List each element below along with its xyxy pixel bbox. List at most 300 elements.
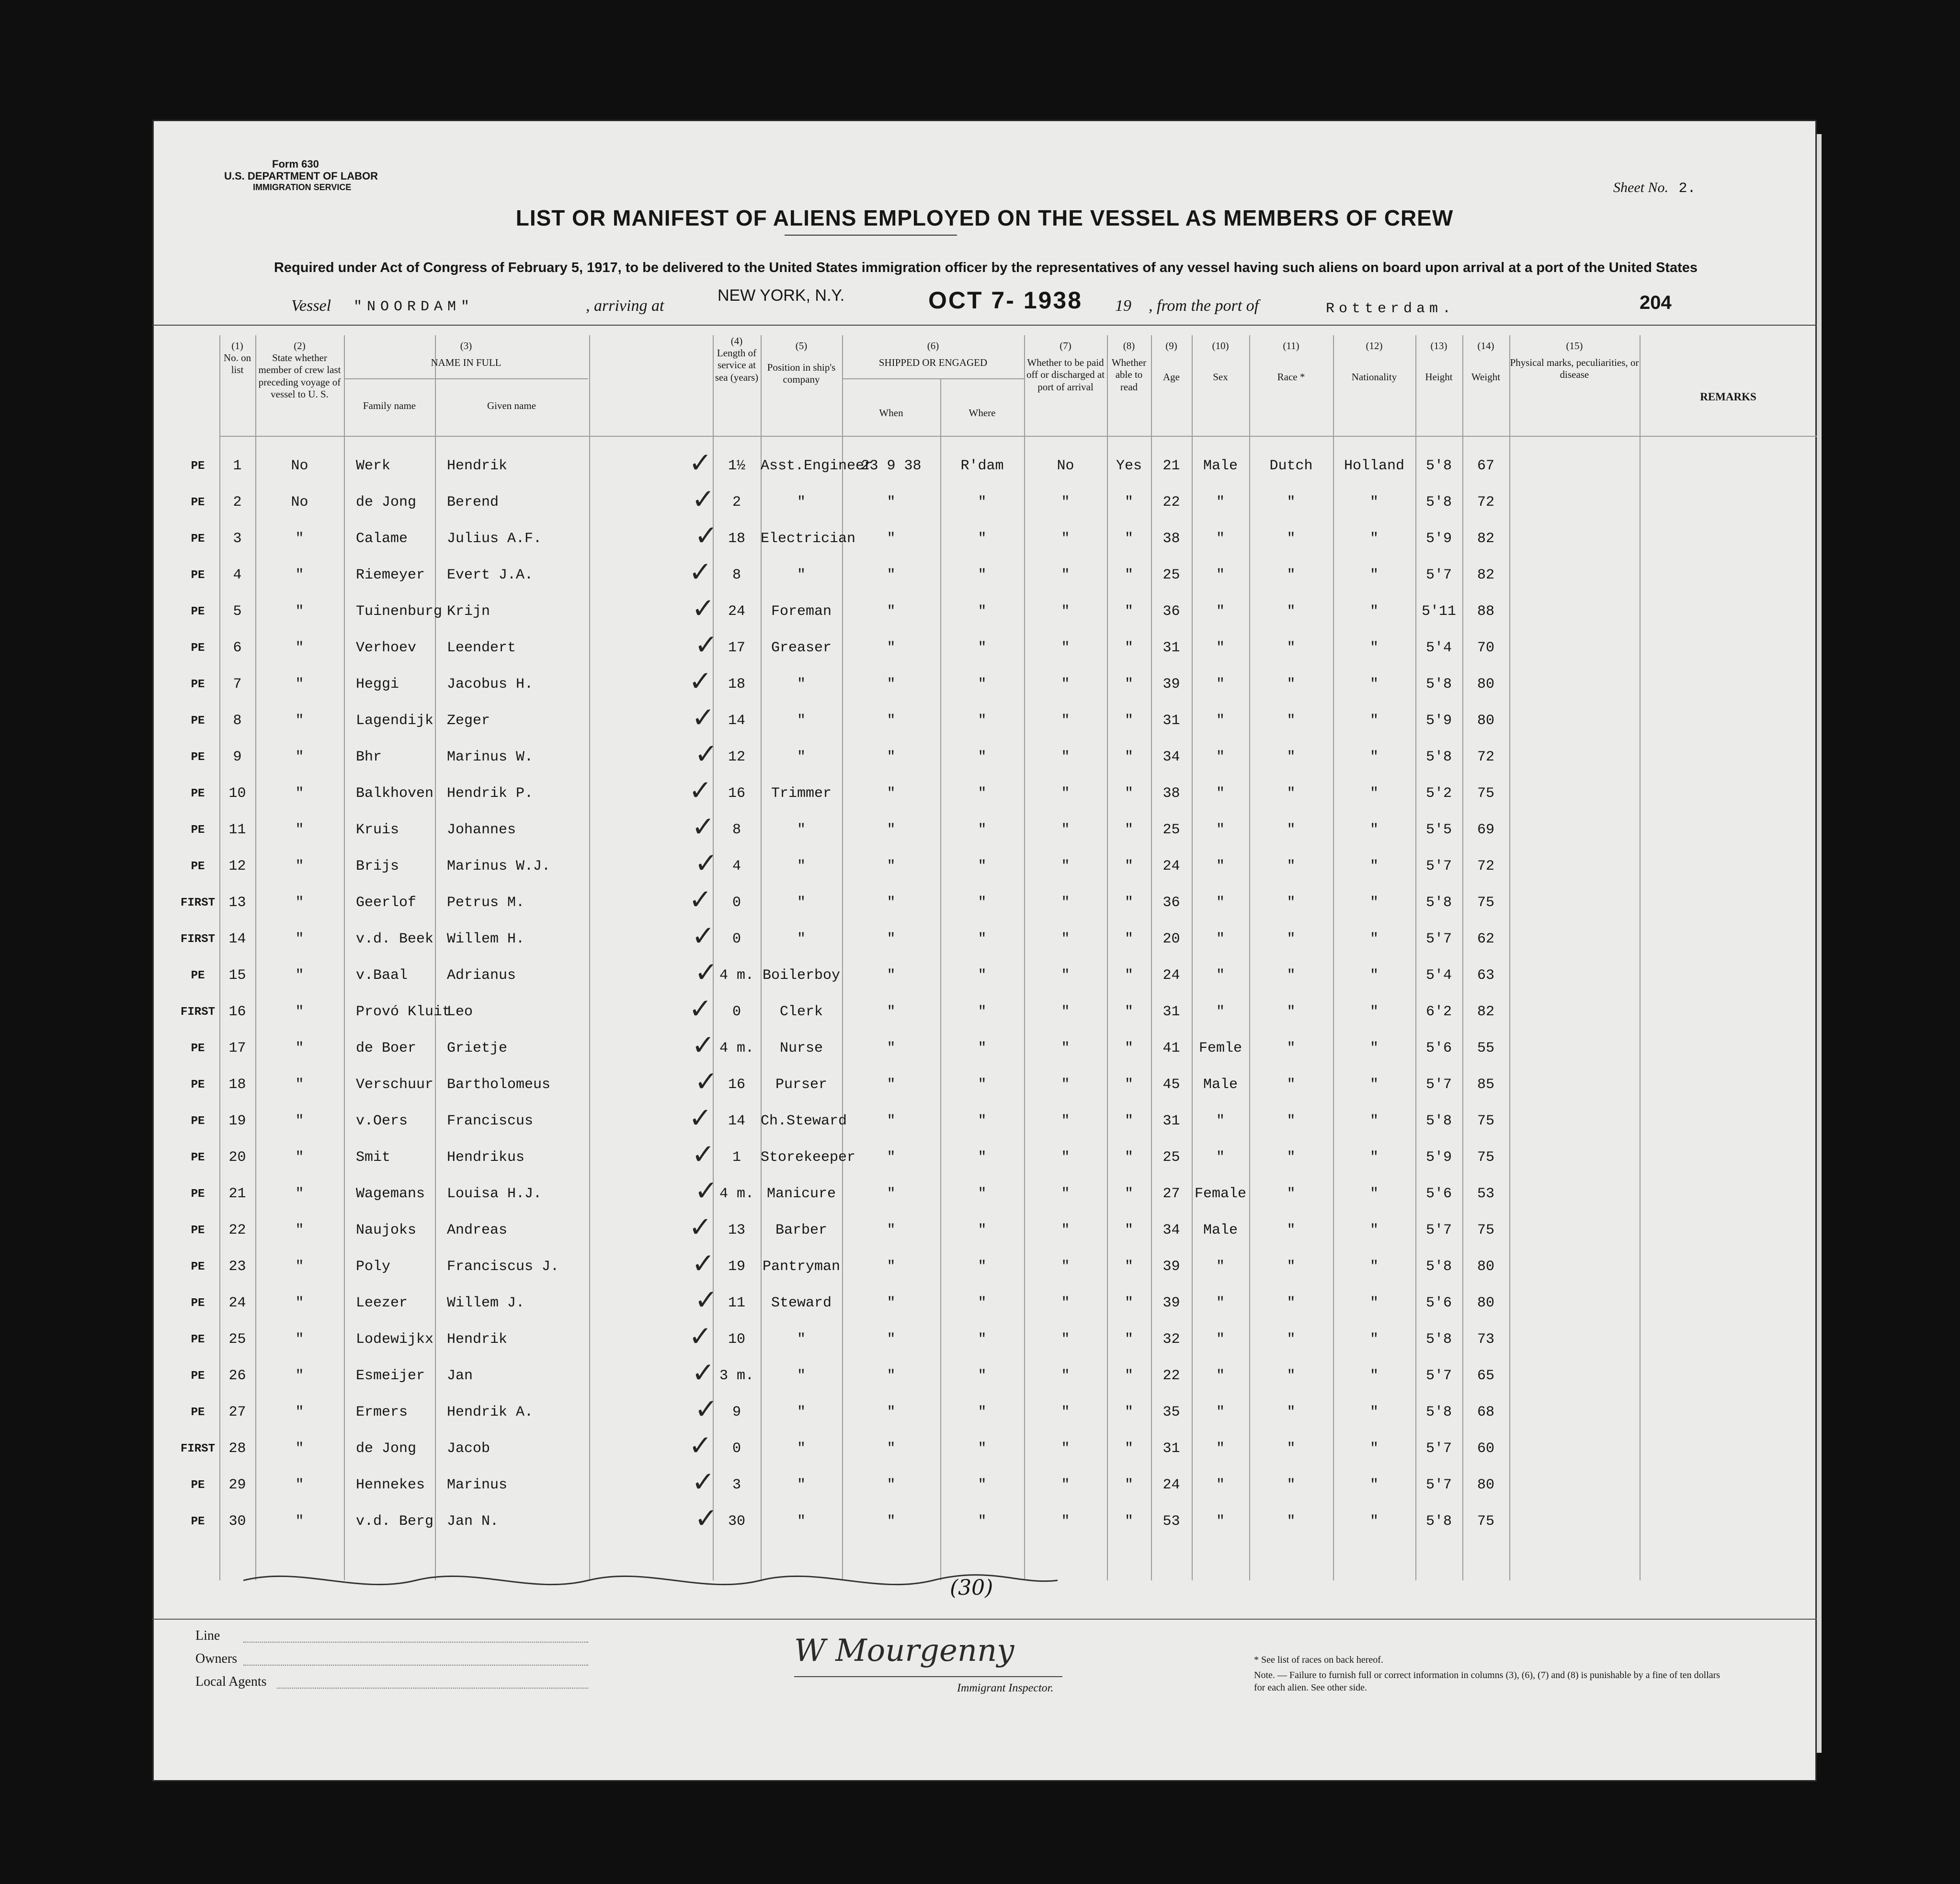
cell-mark: PE: [191, 1151, 205, 1164]
cell-able-to-read: ": [1124, 822, 1133, 838]
checkmark-icon: ✓: [692, 919, 715, 952]
cell-service-years: 24: [728, 603, 745, 620]
cell-age: 38: [1162, 531, 1180, 547]
cell-shipped-when: ": [887, 1149, 896, 1166]
cell-shipped-when: ": [887, 1477, 896, 1493]
cell-shipped-when: ": [887, 967, 896, 984]
checkmark-icon: ✓: [692, 592, 715, 624]
table-row: [152, 1029, 1817, 1069]
cell-sex: Male: [1203, 1077, 1238, 1093]
cell-race: ": [1287, 822, 1296, 838]
cell-nationality: ": [1369, 1040, 1379, 1056]
checkmark-icon: ✓: [692, 1356, 715, 1389]
cell-sex: ": [1216, 822, 1225, 838]
cell-mark: FIRST: [180, 897, 215, 909]
cell-height: 5'8: [1425, 895, 1452, 911]
cell-mark: PE: [191, 1370, 205, 1383]
cell-shipped-when: ": [887, 1222, 896, 1238]
table-row: [152, 1247, 1817, 1287]
cell-able-to-read: ": [1124, 1113, 1133, 1129]
cell-family-name: Esmeijer: [356, 1368, 425, 1384]
cell-sex: ": [1216, 895, 1225, 911]
cell-no: 1: [233, 458, 242, 474]
cell-given-name: Willem J.: [447, 1295, 525, 1311]
cell-shipped-where: ": [978, 822, 987, 838]
cell-age: 20: [1162, 931, 1180, 947]
cell-sex: ": [1216, 1441, 1225, 1457]
cell-age: 24: [1162, 858, 1180, 874]
cell-nationality: ": [1369, 858, 1379, 874]
cell-given-name: Bartholomeus: [447, 1077, 551, 1093]
cell-no: 19: [228, 1113, 246, 1129]
cell-given-name: Leendert: [447, 640, 516, 656]
cell-age: 36: [1162, 603, 1180, 620]
cell-age: 39: [1162, 676, 1180, 692]
cell-shipped-when: ": [887, 1513, 896, 1530]
table-row: [152, 592, 1817, 632]
cell-height: 5'5: [1425, 822, 1452, 838]
cell-weight: 75: [1477, 1113, 1494, 1129]
cell-service-years: 0: [732, 895, 741, 911]
cell-family-name: v.d. Berg: [356, 1513, 434, 1530]
cell-nationality: ": [1369, 567, 1379, 583]
cell-no: 17: [228, 1040, 246, 1056]
cell-position: ": [797, 494, 806, 511]
cell-position: Steward: [771, 1295, 832, 1311]
cell-age: 25: [1162, 567, 1180, 583]
cell-state: ": [295, 603, 304, 620]
cell-paid-off: ": [1061, 749, 1070, 765]
cell-age: 34: [1162, 749, 1180, 765]
from-port: Rotterdam.: [1326, 301, 1456, 317]
cell-given-name: Johannes: [447, 822, 516, 838]
cell-state: ": [295, 1441, 304, 1457]
cell-sex: ": [1216, 1149, 1225, 1166]
cell-paid-off: ": [1061, 822, 1070, 838]
cell-shipped-when: ": [887, 1259, 896, 1275]
cell-age: 22: [1162, 494, 1180, 511]
col-no-header: (1) No. on list: [223, 340, 251, 376]
total-count: (30): [950, 1576, 993, 1600]
cell-weight: 82: [1477, 531, 1494, 547]
cell-weight: 80: [1477, 1259, 1494, 1275]
cell-able-to-read: ": [1124, 1404, 1133, 1420]
cell-mark: PE: [191, 1479, 205, 1492]
cell-family-name: Riemeyer: [356, 567, 425, 583]
cell-shipped-where: ": [978, 1404, 987, 1420]
cell-race: ": [1287, 531, 1296, 547]
cell-nationality: ": [1369, 895, 1379, 911]
cell-age: 41: [1162, 1040, 1180, 1056]
cell-able-to-read: ": [1124, 1368, 1133, 1384]
cell-shipped-when: ": [887, 1295, 896, 1311]
cell-state: ": [295, 1186, 304, 1202]
cell-no: 26: [228, 1368, 246, 1384]
cell-shipped-where: ": [978, 749, 987, 765]
cell-sex: ": [1216, 1404, 1225, 1420]
cell-position: ": [797, 676, 806, 692]
cell-family-name: Werk: [356, 458, 391, 474]
table-row: [152, 483, 1817, 523]
cell-state: ": [295, 931, 304, 947]
cell-given-name: Marinus W.: [447, 749, 534, 765]
col-name-header: (3) NAME IN FULL: [431, 340, 501, 369]
cell-no: 27: [228, 1404, 246, 1420]
inspector-label: Immigrant Inspector.: [957, 1682, 1054, 1694]
cell-weight: 75: [1477, 1222, 1494, 1238]
cell-able-to-read: ": [1124, 967, 1133, 984]
table-row: [152, 919, 1817, 960]
cell-state: ": [295, 1295, 304, 1311]
cell-able-to-read: ": [1124, 1331, 1133, 1348]
sheet-number: [1613, 180, 1696, 197]
cell-position: ": [797, 822, 806, 838]
cell-shipped-when: ": [887, 749, 896, 765]
cell-state: ": [295, 713, 304, 729]
cell-shipped-when: ": [887, 1004, 896, 1020]
cell-service-years: 18: [728, 676, 745, 692]
cell-shipped-when: ": [887, 531, 896, 547]
cell-service-years: 2: [732, 494, 741, 511]
cell-mark: PE: [191, 1260, 205, 1273]
cell-shipped-where: ": [978, 1186, 987, 1202]
table-row: [152, 1320, 1817, 1360]
col-remarks-header: REMARKS: [1700, 391, 1756, 403]
cell-able-to-read: ": [1124, 895, 1133, 911]
table-row: [152, 1065, 1817, 1105]
cell-shipped-when: ": [887, 822, 896, 838]
col-height-header: (13) Height: [1425, 340, 1453, 383]
cell-mark: PE: [191, 1224, 205, 1237]
cell-able-to-read: ": [1124, 603, 1133, 620]
cell-height: 5'7: [1425, 1477, 1452, 1493]
arriving-label: , arriving at: [586, 297, 664, 315]
cell-paid-off: ": [1061, 1441, 1070, 1457]
cell-mark: PE: [191, 969, 205, 982]
cell-nationality: ": [1369, 931, 1379, 947]
cell-mark: PE: [191, 460, 205, 473]
cell-position: ": [797, 567, 806, 583]
cell-shipped-where: ": [978, 1113, 987, 1129]
cell-family-name: v.Oers: [356, 1113, 408, 1129]
checkmark-icon: ✓: [692, 1138, 715, 1170]
cell-mark: PE: [191, 533, 205, 545]
cell-nationality: ": [1369, 531, 1379, 547]
checkmark-icon: ✓: [695, 1283, 718, 1316]
cell-able-to-read: ": [1124, 494, 1133, 511]
cell-sex: ": [1216, 967, 1225, 984]
cell-service-years: 3 m.: [719, 1368, 754, 1384]
cell-age: 31: [1162, 713, 1180, 729]
cell-position: ": [797, 1477, 806, 1493]
cell-state: ": [295, 1513, 304, 1530]
cell-no: 10: [228, 785, 246, 802]
cell-age: 22: [1162, 1368, 1180, 1384]
checkmark-icon: ✓: [692, 810, 715, 843]
cell-position: Nurse: [779, 1040, 823, 1056]
cell-age: 24: [1162, 1477, 1180, 1493]
cell-given-name: Hendrik: [447, 458, 508, 474]
table-row: [152, 446, 1817, 487]
cell-position: Barber: [775, 1222, 828, 1238]
cell-position: ": [797, 1441, 806, 1457]
cell-shipped-when: ": [887, 858, 896, 874]
cell-service-years: 19: [728, 1259, 745, 1275]
cell-state: ": [295, 640, 304, 656]
checkmark-icon: ✓: [695, 847, 718, 879]
cell-height: 5'2: [1425, 785, 1452, 802]
cell-mark: PE: [191, 787, 205, 800]
cell-position: ": [797, 858, 806, 874]
cell-no: 3: [233, 531, 242, 547]
cell-shipped-when: ": [887, 1331, 896, 1348]
cell-service-years: 1½: [728, 458, 745, 474]
cell-nationality: ": [1369, 494, 1379, 511]
cell-sex: ": [1216, 1513, 1225, 1530]
cell-nationality: ": [1369, 1477, 1379, 1493]
checkmark-icon: ✓: [689, 556, 712, 588]
cell-given-name: Marinus: [447, 1477, 508, 1493]
cell-nationality: ": [1369, 967, 1379, 984]
cell-shipped-where: ": [978, 603, 987, 620]
cell-able-to-read: ": [1124, 1295, 1133, 1311]
cell-paid-off: ": [1061, 1149, 1070, 1166]
cell-position: Boilerboy: [762, 967, 841, 984]
cell-no: 9: [233, 749, 242, 765]
cell-position: Clerk: [779, 1004, 823, 1020]
cell-height: 5'8: [1425, 676, 1452, 692]
col-weight-header: (14) Weight: [1471, 340, 1501, 383]
cell-given-name: Louisa H.J.: [447, 1186, 542, 1202]
cell-paid-off: ": [1061, 967, 1070, 984]
cell-family-name: v.Baal: [356, 967, 408, 984]
table-row: [152, 992, 1817, 1033]
cell-race: ": [1287, 1004, 1296, 1020]
cell-mark: PE: [191, 715, 205, 727]
cell-weight: 72: [1477, 858, 1494, 874]
cell-weight: 75: [1477, 1149, 1494, 1166]
cell-no: 8: [233, 713, 242, 729]
cell-mark: PE: [191, 496, 205, 509]
cell-service-years: 3: [732, 1477, 741, 1493]
cell-race: ": [1287, 494, 1296, 511]
cell-sex: Male: [1203, 1222, 1238, 1238]
cell-state: No: [291, 458, 308, 474]
cell-nationality: ": [1369, 785, 1379, 802]
cell-age: 27: [1162, 1186, 1180, 1202]
cell-state: ": [295, 676, 304, 692]
cell-height: 6'2: [1425, 1004, 1452, 1020]
cell-position: Foreman: [771, 603, 832, 620]
cell-shipped-when: ": [887, 713, 896, 729]
cell-able-to-read: ": [1124, 1077, 1133, 1093]
cell-given-name: Hendrik A.: [447, 1404, 534, 1420]
cell-mark: PE: [191, 1115, 205, 1128]
cell-family-name: Smit: [356, 1149, 391, 1166]
cell-paid-off: ": [1061, 1259, 1070, 1275]
cell-race: ": [1287, 713, 1296, 729]
cell-race: ": [1287, 785, 1296, 802]
cell-state: ": [295, 1040, 304, 1056]
cell-no: 23: [228, 1259, 246, 1275]
service-name: IMMIGRATION SERVICE: [253, 182, 352, 192]
cell-race: ": [1287, 1113, 1296, 1129]
cell-shipped-where: ": [978, 494, 987, 511]
sheet-value: 2.: [1678, 181, 1696, 197]
cell-state: ": [295, 567, 304, 583]
cell-able-to-read: ": [1124, 1259, 1133, 1275]
cell-age: 21: [1162, 458, 1180, 474]
inspector-signature: W Mourgenny: [794, 1633, 1014, 1668]
table-row: [152, 956, 1817, 996]
cell-position: ": [797, 749, 806, 765]
cell-family-name: Lagendijk: [356, 713, 434, 729]
cell-service-years: 16: [728, 1077, 745, 1093]
cell-age: 35: [1162, 1404, 1180, 1420]
cell-state: ": [295, 1149, 304, 1166]
col-when-header: When: [879, 407, 903, 419]
cell-weight: 73: [1477, 1331, 1494, 1348]
cell-able-to-read: ": [1124, 1040, 1133, 1056]
cell-given-name: Krijn: [447, 603, 490, 620]
race-footnote: * See list of races on back hereof.: [1254, 1655, 1383, 1665]
cell-mark: PE: [191, 1406, 205, 1419]
cell-weight: 63: [1477, 967, 1494, 984]
cell-state: ": [295, 749, 304, 765]
cell-mark: PE: [191, 860, 205, 873]
cell-nationality: ": [1369, 1513, 1379, 1530]
checkmark-icon: ✓: [689, 1101, 712, 1134]
cell-race: ": [1287, 1077, 1296, 1093]
cell-position: ": [797, 931, 806, 947]
cell-sex: ": [1216, 713, 1225, 729]
cell-given-name: Marinus W.J.: [447, 858, 551, 874]
cell-nationality: ": [1369, 1331, 1379, 1348]
cell-height: 5'9: [1425, 713, 1452, 729]
cell-nationality: ": [1369, 1149, 1379, 1166]
cell-height: 5'8: [1425, 494, 1452, 511]
cell-no: 20: [228, 1149, 246, 1166]
cell-no: 28: [228, 1441, 246, 1457]
cell-sex: ": [1216, 494, 1225, 511]
cell-height: 5'7: [1425, 567, 1452, 583]
cell-height: 5'8: [1425, 1259, 1452, 1275]
cell-height: 5'7: [1425, 1077, 1452, 1093]
cell-state: ": [295, 785, 304, 802]
cell-shipped-when: ": [887, 494, 896, 511]
checkmark-icon: ✓: [695, 628, 718, 661]
cell-service-years: 4 m.: [719, 1186, 754, 1202]
cell-shipped-where: ": [978, 967, 987, 984]
table-row: [152, 1138, 1817, 1178]
cell-weight: 80: [1477, 1295, 1494, 1311]
cell-mark: PE: [191, 1188, 205, 1201]
cell-height: 5'7: [1425, 858, 1452, 874]
cell-position: Purser: [775, 1077, 828, 1093]
cell-family-name: Tuinenburg: [356, 603, 443, 620]
cell-race: ": [1287, 1513, 1296, 1530]
cell-height: 5'6: [1425, 1040, 1452, 1056]
cell-able-to-read: ": [1124, 1149, 1133, 1166]
cell-service-years: 12: [728, 749, 745, 765]
cell-nationality: ": [1369, 822, 1379, 838]
cell-given-name: Petrus M.: [447, 895, 525, 911]
cell-age: 31: [1162, 1441, 1180, 1457]
cell-no: 13: [228, 895, 246, 911]
page-number-stamp: 204: [1640, 292, 1672, 313]
cell-nationality: ": [1369, 676, 1379, 692]
cell-weight: 53: [1477, 1186, 1494, 1202]
col-where-header: Where: [969, 407, 996, 419]
cell-paid-off: ": [1061, 1186, 1070, 1202]
cell-position: Electrician: [761, 531, 856, 547]
col-state-header: (2) State whether member of crew last preceding voyage of vessel to U. S.: [258, 340, 341, 400]
checkmark-icon: ✓: [695, 1065, 718, 1098]
col-shipped-header: (6) SHIPPED OR ENGAGED: [878, 340, 988, 369]
cell-service-years: 0: [732, 1004, 741, 1020]
cell-able-to-read: ": [1124, 749, 1133, 765]
cell-mark: PE: [191, 1042, 205, 1055]
col-sex-header: (10) Sex: [1212, 340, 1229, 383]
cell-able-to-read: ": [1124, 531, 1133, 547]
cell-given-name: Franciscus: [447, 1113, 534, 1129]
cell-nationality: ": [1369, 1259, 1379, 1275]
table-row: [152, 774, 1817, 814]
cell-age: 31: [1162, 1004, 1180, 1020]
cell-weight: 80: [1477, 1477, 1494, 1493]
cell-nationality: ": [1369, 749, 1379, 765]
cell-no: 16: [228, 1004, 246, 1020]
cell-shipped-where: ": [978, 931, 987, 947]
arriving-port: NEW YORK, N.Y.: [718, 286, 845, 305]
cell-age: 45: [1162, 1077, 1180, 1093]
cell-state: ": [295, 1259, 304, 1275]
cell-height: 5'8: [1425, 1331, 1452, 1348]
col-paid-header: (7) Whether to be paid off or discharged at port of arrival: [1026, 340, 1105, 393]
cell-service-years: 30: [728, 1513, 745, 1530]
col-position-header: (5) Position in ship's company: [767, 340, 836, 386]
col-age-header: (9) Age: [1163, 340, 1180, 383]
cell-mark: PE: [191, 642, 205, 655]
cell-nationality: ": [1369, 1186, 1379, 1202]
cell-paid-off: ": [1061, 785, 1070, 802]
cell-paid-off: ": [1061, 1113, 1070, 1129]
cell-mark: FIRST: [180, 1006, 215, 1019]
cell-race: ": [1287, 1186, 1296, 1202]
cell-no: 6: [233, 640, 242, 656]
department-name: U.S. DEPARTMENT OF LABOR: [224, 170, 378, 182]
cell-nationality: ": [1369, 1441, 1379, 1457]
cell-paid-off: ": [1061, 1004, 1070, 1020]
cell-paid-off: ": [1061, 931, 1070, 947]
cell-height: 5'6: [1425, 1295, 1452, 1311]
cell-service-years: 0: [732, 931, 741, 947]
cell-nationality: ": [1369, 1368, 1379, 1384]
cell-race: ": [1287, 603, 1296, 620]
cell-family-name: v.d. Beek: [356, 931, 434, 947]
cell-family-name: Leezer: [356, 1295, 408, 1311]
cell-age: 38: [1162, 785, 1180, 802]
cell-position: Asst.Engineer: [761, 458, 873, 474]
cell-sex: Male: [1203, 458, 1238, 474]
cell-weight: 60: [1477, 1441, 1494, 1457]
cell-race: ": [1287, 1441, 1296, 1457]
cell-able-to-read: ": [1124, 713, 1133, 729]
table-row: [152, 1283, 1817, 1324]
cell-service-years: 9: [732, 1404, 741, 1420]
cell-state: ": [295, 1404, 304, 1420]
checkmark-icon: ✓: [689, 883, 712, 916]
